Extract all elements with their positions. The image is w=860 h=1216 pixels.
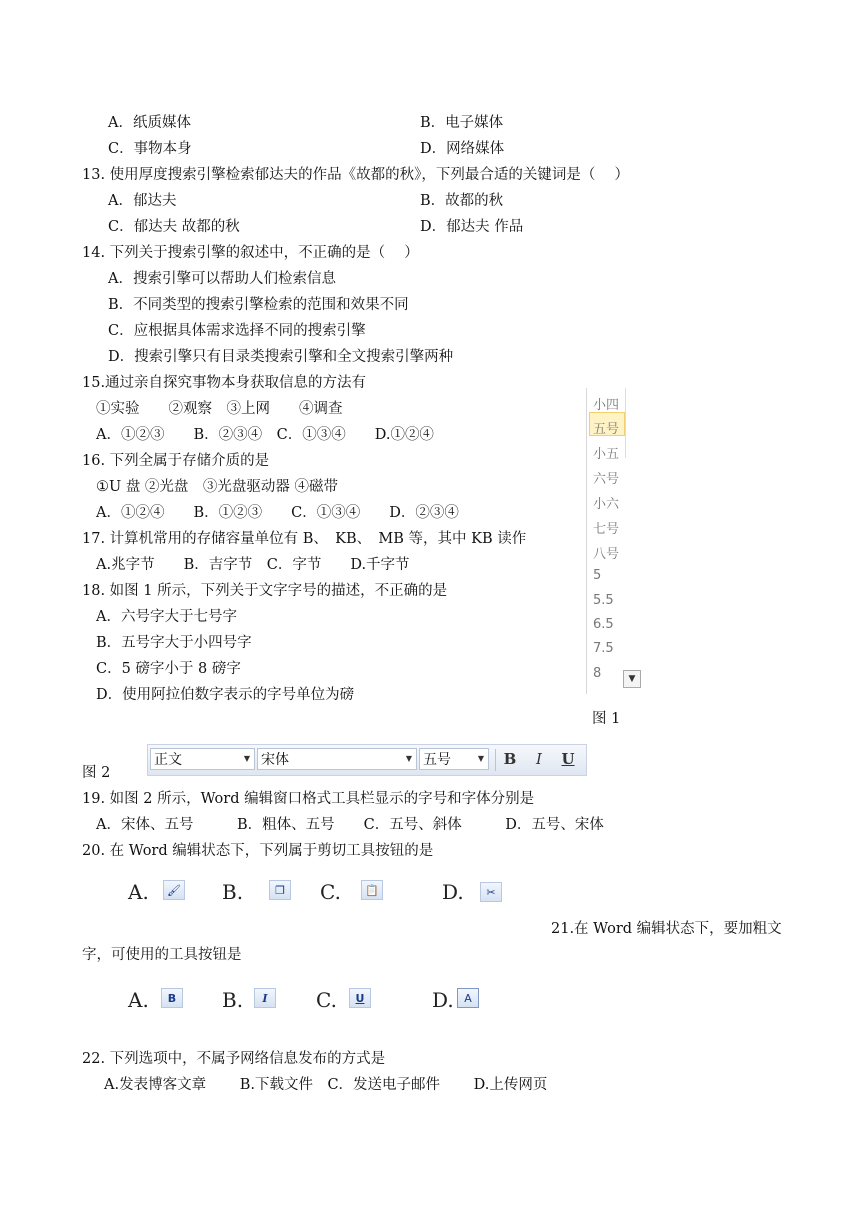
size-option[interactable]: 5.5	[593, 593, 614, 608]
italic-icon[interactable]: I	[254, 988, 276, 1008]
q21-label-c: C.	[316, 988, 337, 1012]
italic-button[interactable]: I	[536, 750, 542, 768]
q13-option-d: D．郁达夫 作品	[420, 219, 524, 235]
size-option[interactable]: 小五	[593, 447, 620, 462]
q21-label-d: D.	[432, 988, 454, 1012]
q21-label-b: B.	[222, 988, 244, 1012]
q20-stem: 20. 在 Word 编辑状态下，下列属于剪切工具按钮的是	[82, 843, 434, 859]
q12-option-d: D．网络媒体	[420, 141, 505, 157]
q22-stem: 22. 下列选项中，不属予网络信息发布的方式是	[82, 1051, 386, 1067]
q15-items: ①实验 ②观察 ③上网 ④调查	[96, 401, 343, 417]
q12-option-b: B．电子媒体	[420, 115, 504, 131]
bold-icon[interactable]: B	[161, 988, 183, 1008]
font-select[interactable]	[257, 748, 417, 770]
size-option[interactable]: 7.5	[593, 641, 614, 656]
paste-icon[interactable]: 📋	[361, 880, 383, 900]
q15-stem: 15.通过亲自探究事物本身获取信息的方法有	[82, 375, 367, 391]
q21-stem-part2: 字，可使用的工具按钮是	[82, 947, 242, 963]
size-option[interactable]: 七号	[593, 522, 620, 537]
q19-options: A．宋体、五号 B．粗体、五号 C．五号、斜体 D．五号、宋体	[96, 817, 604, 833]
q13-stem: 13. 使用厚度搜索引擎检索郁达夫的作品《故都的秋》，下列最合适的关键词是（ ）	[82, 167, 630, 183]
q15-options: A．①②③ B．②③④ C．①③④ D.①②④	[96, 427, 434, 443]
q21-label-a: A.	[128, 988, 149, 1012]
style-select[interactable]	[150, 748, 255, 770]
figure-1-caption: 图 1	[592, 711, 621, 727]
q14-option-d: D．搜索引擎只有目录类搜索引擎和全文搜索引擎两种	[108, 349, 454, 365]
size-option[interactable]: 6.5	[593, 617, 614, 632]
q16-items: ①U 盘 ②光盘 ③光盘驱动器 ④磁带	[96, 479, 339, 495]
q20-label-b: B.	[222, 880, 244, 904]
q19-stem: 19. 如图 2 所示，Word 编辑窗口格式工具栏显示的字号和字体分别是	[82, 791, 535, 807]
q18-option-d: D．使用阿拉伯数字表示的字号单位为磅	[96, 687, 355, 703]
figure-2-caption: 图 2	[82, 765, 111, 781]
q12-option-c: C．事物本身	[108, 141, 192, 157]
underline-button[interactable]: U	[561, 750, 575, 768]
size-option[interactable]: 8	[593, 666, 602, 681]
toolbar-divider	[495, 749, 496, 771]
chevron-down-icon: ▼	[243, 754, 251, 763]
q13-option-a: A．郁达夫	[108, 193, 177, 209]
q20-label-c: C.	[320, 880, 341, 904]
q18-option-a: A．六号字大于七号字	[96, 609, 237, 625]
size-option[interactable]: 八号	[593, 547, 620, 562]
scrollbar[interactable]	[625, 388, 640, 458]
q12-option-a: A．纸质媒体	[108, 115, 191, 131]
q14-option-c: C．应根据具体需求选择不同的搜索引擎	[108, 323, 366, 339]
q18-option-c: C．5 磅字小于 8 磅字	[96, 661, 241, 677]
q16-options: A．①②④ B．①②③ C．①③④ D．②③④	[96, 505, 459, 521]
size-option[interactable]: 小六	[593, 497, 620, 512]
size-option[interactable]: 小四	[593, 398, 620, 413]
chevron-down-icon: ▼	[405, 754, 413, 763]
style-value: 正文	[154, 752, 182, 768]
underline-icon[interactable]: U	[349, 988, 371, 1008]
font-size-list[interactable]	[586, 388, 641, 694]
q13-option-b: B．故都的秋	[420, 193, 504, 209]
q13-option-c: C．郁达夫 故都的秋	[108, 219, 240, 235]
brush-icon[interactable]: 🖌	[163, 880, 185, 900]
scissors-icon[interactable]: ✂	[480, 882, 502, 902]
q21-stem-part1: 21.在 Word 编辑状态下，要加粗文	[551, 921, 782, 937]
char-border-icon[interactable]: A	[457, 988, 479, 1008]
size-select[interactable]	[419, 748, 489, 770]
q17-stem: 17. 计算机常用的存储容量单位有 B、 KB、 MB 等，其中 KB 读作	[82, 531, 527, 547]
q17-options: A.兆字节 B．吉字节 C．字节 D.千字节	[96, 557, 410, 573]
chevron-down-icon: ▼	[477, 754, 485, 763]
q18-stem: 18. 如图 1 所示，下列关于文字字号的描述，不正确的是	[82, 583, 448, 599]
scroll-down-icon[interactable]: ▼	[623, 670, 641, 688]
size-option[interactable]: 六号	[593, 472, 620, 487]
q14-option-b: B．不同类型的搜索引擎检索的范围和效果不同	[108, 297, 409, 313]
font-value: 宋体	[261, 752, 289, 768]
bold-button[interactable]: B	[503, 750, 517, 768]
q18-option-b: B．五号字大于小四号字	[96, 635, 252, 651]
size-option[interactable]: 5	[593, 568, 602, 583]
q16-stem: 16. 下列全属于存储介质的是	[82, 453, 270, 469]
copy-icon[interactable]: ❐	[269, 880, 291, 900]
size-option[interactable]: 五号	[593, 422, 620, 437]
q20-label-d: D.	[442, 880, 464, 904]
format-toolbar	[147, 744, 587, 776]
q14-stem: 14. 下列关于搜索引擎的叙述中，不正确的是（ ）	[82, 245, 419, 261]
q20-label-a: A.	[128, 880, 149, 904]
q14-option-a: A．搜索引擎可以帮助人们检索信息	[108, 271, 336, 287]
q22-options: A.发表博客文章 B.下载文件 C．发送电子邮件 D.上传网页	[104, 1077, 548, 1093]
size-value: 五号	[423, 752, 451, 768]
